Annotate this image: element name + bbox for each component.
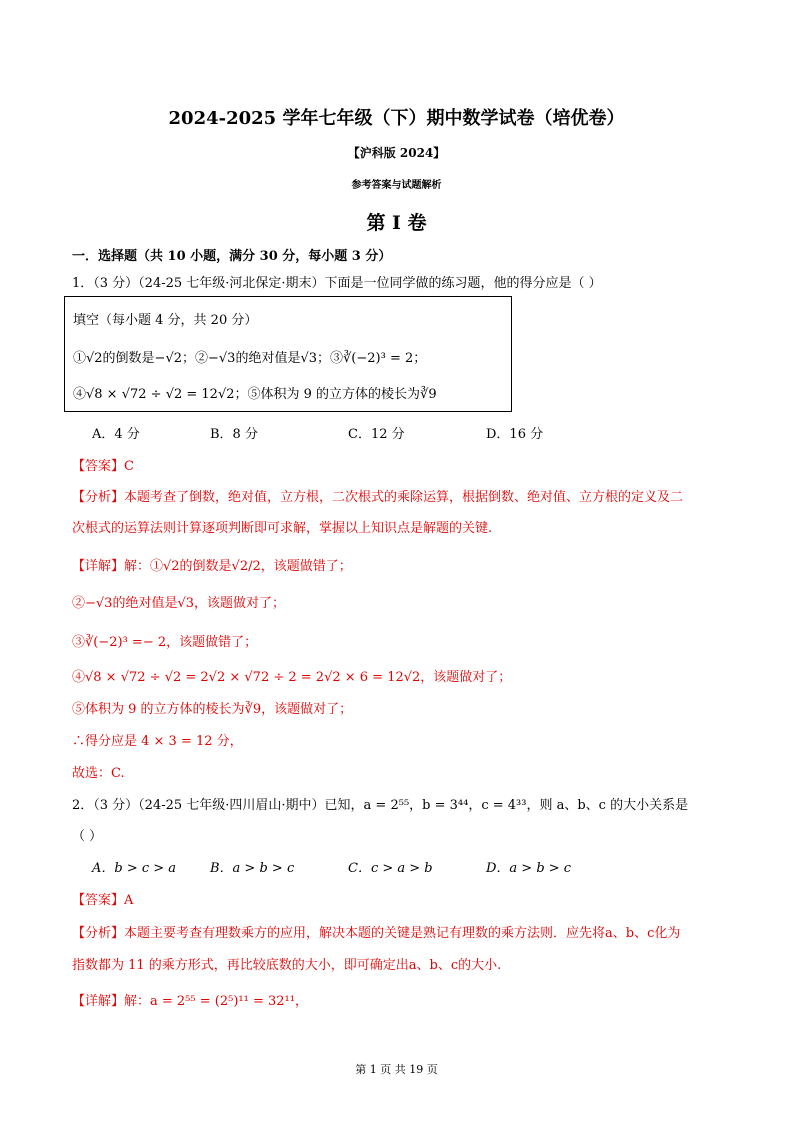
q2-stem-line2: （ ） (72, 829, 103, 844)
section-heading: 一．选择题（共 10 小题，满分 30 分，每小题 3 分） (72, 249, 392, 264)
q2-answer: 【答案】A (72, 893, 134, 908)
q1-option-c: C．12 分 (348, 427, 405, 442)
q1-exercise-box (64, 296, 512, 412)
q1-detail-line3: ③∛(−2)³ =− 2，该题做错了； (72, 635, 258, 650)
q1-stem: 1．（3 分）（24-25 七年级·河北保定·期末）下面是一位同学做的练习题，他的得分应是（ ） (72, 276, 602, 291)
q2-option-c: C．c > a > b (348, 861, 433, 876)
q2-analysis-line1: 【分析】本题主要考查有理数乘方的应用，解决本题的关键是熟记有理数的乘方法则．应先将a、b、c化为 (72, 926, 681, 941)
q2-option-d: D．a > b > c (486, 861, 572, 876)
q2-option-b: B．a > b > c (210, 861, 295, 876)
q1-analysis-line1: 【分析】本题考查了倒数，绝对值，立方根，二次根式的乘除运算，根据倒数、绝对值、立方根的定义及二 (72, 490, 684, 505)
q1-detail-line6: ∴得分应是 4 × 3 = 12 分， (72, 734, 243, 749)
q1-detail-line5: ⑤体积为 9 的立方体的棱长为∛9，该题做对了； (72, 702, 353, 717)
edition-label: 【沪科版 2024】 (347, 146, 446, 160)
volume-heading: 第 I 卷 (366, 212, 427, 234)
q2-analysis-line2: 指数都为 11 的乘方形式，再比较底数的大小，即可确定出a、b、c的大小. (72, 958, 502, 973)
q2-option-a: A．b > c > a (92, 861, 177, 876)
answer-subtitle: 参考答案与试题解析 (351, 180, 442, 191)
q1-option-a: A．4 分 (92, 427, 140, 442)
q1-box-line1: 填空（每小题 4 分，共 20 分） (73, 313, 258, 328)
q1-detail-line2: ②−√3的绝对值是√3，该题做对了； (72, 596, 286, 611)
q1-detail-line4: ④√8 × √72 ÷ √2 = 2√2 × √72 ÷ 2 = 2√2 × 6 = 12√2，该题做对了； (72, 670, 512, 685)
q1-analysis-line2: 次根式的运算法则计算逐项判断即可求解，掌握以上知识点是解题的关键. (72, 521, 493, 536)
q1-option-b: B．8 分 (210, 427, 258, 442)
q1-answer: 【答案】C (72, 459, 134, 474)
q2-detail-line1: 【详解】解：a = 2⁵⁵ = (2⁵)¹¹ = 32¹¹， (72, 994, 308, 1009)
q1-option-d: D．16 分 (486, 427, 544, 442)
q1-box-line3: ④√8 × √72 ÷ √2 = 12√2；⑤体积为 9 的立方体的棱长为∛9 (73, 387, 437, 402)
q1-box-line2: ①√2的倒数是−√2；②−√3的绝对值是√3；③∛(−2)³ = 2； (73, 351, 427, 366)
page-title: 2024-2025 学年七年级（下）期中数学试卷（培优卷） (168, 108, 625, 129)
page-footer: 第 1 页 共 19 页 (355, 1063, 438, 1076)
q1-detail-line1: 【详解】解：①√2的倒数是√2/2，该题做错了； (72, 559, 352, 574)
q1-detail-line7: 故选：C. (72, 766, 125, 781)
q2-stem-line1: 2．（3 分）（24-25 七年级·四川眉山·期中）已知，a = 2⁵⁵，b = 3⁴⁴，c = 4³³，则 a、b、c 的大小关系是 (72, 798, 689, 813)
